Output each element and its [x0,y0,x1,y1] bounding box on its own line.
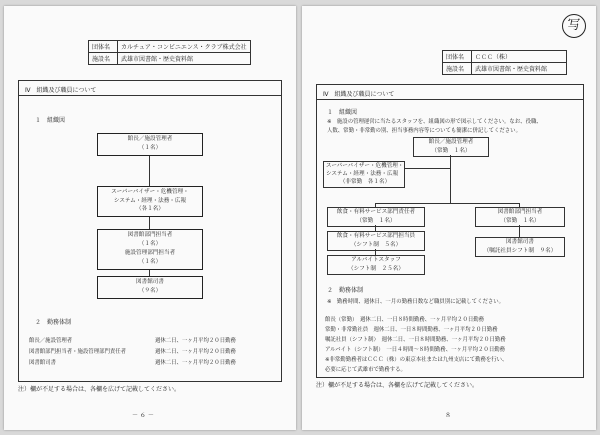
note: 注）欄が不足する場合は、各欄を広げて記載してください。 [18,386,181,393]
box-line: スーパーバイザー・危機管理・ [326,163,404,169]
box-line: 飲食・有料サービス部門責任者 [336,209,416,215]
org-box-supervisor [97,186,203,217]
divider [317,99,583,100]
note: 注）欄が不足する場合は、各欄を広げて記載してください。 [316,382,479,389]
org-box-director [97,133,203,156]
duty-shift: 週休二日、一ヶ月平均２０日勤務 [155,349,236,355]
box-line: （９名） [138,288,162,294]
box-line: （常勤 １名） [500,217,540,224]
box-line: 館長／施設管理者 [428,139,474,145]
org-box-food-manager [327,207,425,227]
box-line: 図書館司書 [136,279,164,285]
box-line: 飲食・有料サービス部門担当員 [336,233,416,239]
duty-heading: ２ 勤務体制 [327,287,364,294]
box-line: （シフト制 ５名） [350,241,402,248]
org-box-librarian [475,237,565,257]
org-box-director [413,137,489,157]
box-line: （シフト制 ２５名） [348,265,404,272]
page-number: ８ [445,412,452,419]
duty-role: 館長／施設管理者 [29,338,73,344]
org-box-librarian [97,276,203,299]
header-table [88,40,251,65]
divider [19,95,281,96]
connector [519,225,520,237]
box-line: （１名） [138,145,162,151]
header-table [442,50,567,75]
duty-shift: 週休二日、一ヶ月平均２０日勤務 [155,360,236,366]
org-box-library-manager [475,207,565,227]
left-page [4,6,296,430]
org-box-supervisor [323,161,405,188]
connector [401,168,450,169]
page-number: － ６ － [132,412,154,419]
intro-line: ※ 施設の管理運営に当たるスタッフを、組織図の形で図示してください。なお、役職、 [327,119,542,125]
org-box-food-staff [327,231,425,251]
facility-value: 武雄市図書館・歴史資料館 [118,53,251,65]
copy-stamp: 写 [562,14,586,38]
duty-line: 必要に応じて武雄市で勤務する。 [325,367,406,373]
box-line: （非常勤 各１名） [339,179,391,185]
box-line: システム・経理・法務・広報 [113,197,187,204]
connector [375,203,519,204]
facility-label: 施設名 [443,63,472,75]
duty-role: 図書館司書 [29,360,56,366]
box-line: スーパーバイザー・危機管理・ [111,189,189,195]
box-line: （常勤 １名） [431,147,471,154]
org-chart-heading: １ 組織図 [327,109,358,116]
facility-label: 施設名 [89,53,118,65]
box-line: （１名） [138,241,162,247]
org-value: ＣＣＣ（株） [472,51,567,63]
intro-line: 人数、常勤・非常勤の別、担当事務内容等についても簡潔に併記してください。 [327,128,521,134]
duty-line: ※非常勤勤務者はＣＣＣ（株）の東京本社または九州支店にて勤務を行い、 [325,357,508,363]
connector [149,217,150,229]
box-line: システム・経理・法務・広報 [326,171,399,177]
org-box-department [97,229,203,270]
duty-line: 館長（常勤） 週休二日、一日８時間勤務、一ヶ月平均２０日勤務 [325,317,485,323]
facility-value: 武雄市図書館・歴史資料館 [472,63,567,75]
right-page [302,6,596,430]
box-line: アルバイトスタッフ [351,257,401,263]
org-label: 団体名 [443,51,472,63]
box-line: （嘱託社員シフト制 ９名） [483,247,557,254]
box-line: 館長／施設管理者 [127,136,173,142]
connector [450,155,451,203]
box-line: 図書館司書 [506,239,534,245]
duty-heading: ２ 勤務体制 [35,319,72,326]
content-frame [316,84,584,378]
box-line: 図書館部門担当者 [497,209,543,215]
box-line: （常勤 １名） [356,217,396,224]
duty-shift: 週休二日、一ヶ月平均２０日勤務 [155,338,236,344]
org-value: カルチュア・コンビニエンス・クラブ株式会社 [118,41,251,53]
org-chart-heading: １ 組織図 [35,117,66,124]
section-title: Ⅳ 組織及び職員について [25,87,97,94]
connector [149,156,150,186]
duty-line: アルバイト（シフト制） 一日４時間〜８時間勤務、一ヶ月平均２０日勤務 [325,347,505,353]
duty-intro: ※ 勤務時間、週休日、一月の勤務日数など職員別に記載してください。 [327,299,505,305]
section-title: Ⅳ 組織及び職員について [323,91,395,98]
duty-role: 図書館部門担当者・施設管理部門責任者 [29,349,127,355]
org-box-part-time [327,255,425,275]
box-line: （各１名） [136,206,164,212]
duty-line: 嘱託社員（シフト制） 週休二日、一日８時間勤務、一ヶ月平均２０日勤務 [325,337,506,343]
org-label: 団体名 [89,41,118,53]
box-line: （１名） [138,259,162,265]
box-line: 図書館部門担当者 [127,232,173,238]
duty-line: 常勤・非常勤社員 週休二日、一日８時間勤務、一ヶ月平均２０日勤務 [325,327,498,333]
box-line: 施設管理部門担当者 [124,250,176,256]
content-frame [18,80,282,382]
